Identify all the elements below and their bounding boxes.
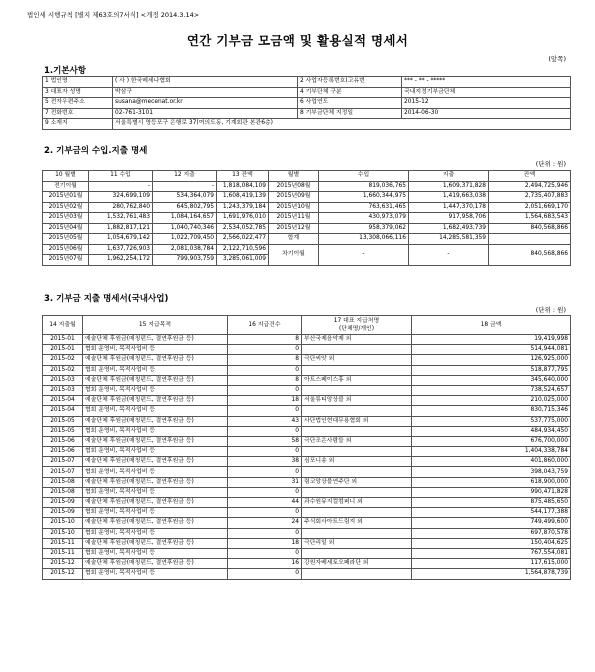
column-header: 10 월별 [43, 171, 89, 182]
purpose-cell: 협회 운영비, 목적사업비 등 [83, 528, 228, 538]
basic-info-table [42, 76, 571, 130]
purpose-cell: 예술단체 후원금(매칭펀드, 결연후원금 등) [83, 498, 228, 508]
count-cell: 18 [228, 396, 302, 406]
copy-note: (앞쪽) [548, 55, 566, 63]
expense-row [43, 426, 571, 436]
month-cell: 2015-12 [43, 569, 83, 579]
amount-cell: 518,877,795 [412, 365, 571, 375]
column-header: 16 지급건수 [228, 316, 302, 335]
count-cell: 8 [228, 375, 302, 385]
recipient-cell [302, 487, 412, 497]
basic-info-row [43, 108, 571, 119]
income-row [43, 202, 571, 213]
count-cell: 58 [228, 436, 302, 446]
recipient-cell [302, 406, 412, 416]
income-cell: - [89, 181, 153, 192]
amount-cell: 1,564,878,739 [412, 569, 571, 579]
count-cell: 44 [228, 498, 302, 508]
carry-balance: 840,568,866 [489, 244, 571, 265]
month-cell: 2015-12 [43, 559, 83, 569]
recipient-cell: 극단리일 외 [302, 538, 412, 548]
recipient-cell [302, 467, 412, 477]
purpose-cell: 예술단체 후원금(매칭펀드, 결연후원금 등) [83, 477, 228, 487]
field-value: 박삼구 [113, 87, 298, 98]
expense-cell: - [153, 181, 217, 192]
expense-row [43, 365, 571, 375]
field-label: 9 소재지 [43, 119, 113, 130]
expense-row [43, 528, 571, 538]
carry-expense: - [409, 244, 489, 265]
month-cell: 2015년01월 [43, 192, 89, 203]
balance-cell: 1,243,379,184 [217, 202, 269, 213]
amount-cell: 345,640,000 [412, 375, 571, 385]
column-header: 월별 [269, 171, 319, 182]
amount-cell: 514,944,081 [412, 345, 571, 355]
amount-cell: 767,554,081 [412, 548, 571, 558]
month-cell: 2015-10 [43, 518, 83, 528]
expense-cell: 1,419,663,038 [409, 192, 489, 203]
expense-cell: 917,958,706 [409, 213, 489, 224]
amount-cell: 676,700,000 [412, 436, 571, 446]
expense-row [43, 355, 571, 365]
expense-cell: 1,609,371,828 [409, 181, 489, 192]
recipient-cell: 극단조은사람들 외 [302, 436, 412, 446]
balance-cell: 2,494,725,946 [489, 181, 571, 192]
income-unit: (단위 : 원) [535, 160, 566, 168]
recipient-cell [302, 447, 412, 457]
field-label: 8 기부금단체 지정일 [298, 108, 402, 119]
field-value: susana@mecenat.or.kr [113, 98, 298, 109]
count-cell: 0 [228, 385, 302, 395]
expense-cell: 534,364,079 [153, 192, 217, 203]
purpose-cell: 예술단체 후원금(매칭펀드, 결연후원금 등) [83, 518, 228, 528]
purpose-cell: 예술단체 후원금(매칭펀드, 결연후원금 등) [83, 436, 228, 446]
count-cell: 0 [228, 447, 302, 457]
expense-cell: 799,903,759 [153, 255, 217, 266]
month-cell: 2015-02 [43, 355, 83, 365]
balance-cell: 2,122,710,596 [217, 244, 269, 255]
column-header: 18 금액 [412, 316, 571, 335]
page-title: 연간 기부금 모금액 및 활용실적 명세서 [186, 33, 409, 48]
recipient-cell: 심포니송 외 [302, 457, 412, 467]
income-cell: 324,699,109 [89, 192, 153, 203]
expense-row [43, 436, 571, 446]
count-cell: 0 [228, 365, 302, 375]
column-header: 17 대표 지급처명 (단체명/개인) [302, 316, 412, 335]
total-expense: 14,285,581,359 [409, 234, 489, 245]
income-expense-table [42, 170, 571, 266]
expense-row [43, 569, 571, 579]
recipient-cell: 강원자베세토오페라단 외 [302, 559, 412, 569]
income-row [43, 181, 571, 192]
purpose-cell: 예술단체 후원금(매칭펀드, 결연후원금 등) [83, 559, 228, 569]
expense-detail-table [42, 315, 571, 580]
column-header: 15 지급목적 [83, 316, 228, 335]
count-cell: 0 [228, 528, 302, 538]
count-cell: 43 [228, 416, 302, 426]
month-cell: 2015년11월 [269, 213, 319, 224]
count-cell: 0 [228, 548, 302, 558]
balance-cell: 1,818,084,109 [217, 181, 269, 192]
count-cell: 8 [228, 355, 302, 365]
expense-row [43, 335, 571, 345]
month-cell: 2015-01 [43, 345, 83, 355]
basic-info-row [43, 77, 571, 88]
purpose-cell: 협회 운영비, 목적사업비 등 [83, 406, 228, 416]
amount-cell: 1,404,338,784 [412, 447, 571, 457]
amount-cell: 749,499,600 [412, 518, 571, 528]
section-expense-title: 3. 기부금 지출 명세서(국내사업) [44, 294, 169, 304]
expense-cell: 1,447,370,178 [409, 202, 489, 213]
count-cell: 0 [228, 467, 302, 477]
count-cell: 0 [228, 345, 302, 355]
expense-row [43, 498, 571, 508]
column-header: 잔액 [489, 171, 571, 182]
expense-row [43, 396, 571, 406]
count-cell: 0 [228, 508, 302, 518]
section-income-title: 2. 기부금의 수입.지출 명세 [44, 146, 148, 156]
expense-row [43, 457, 571, 467]
field-value: 국내지정기부금단체 [402, 87, 571, 98]
month-cell: 2015-02 [43, 365, 83, 375]
expense-row [43, 375, 571, 385]
recipient-cell: 과수원뮤지컬컴퍼니 외 [302, 498, 412, 508]
count-cell: 24 [228, 518, 302, 528]
expense-row [43, 447, 571, 457]
field-label: 1 법인명 [43, 77, 113, 88]
purpose-cell: 협회 운영비, 목적사업비 등 [83, 447, 228, 457]
expense-header-row [43, 316, 571, 335]
month-cell: 2015년08월 [269, 181, 319, 192]
count-cell: 31 [228, 477, 302, 487]
carry-label: 차기이월 [269, 244, 319, 265]
month-cell: 2015-01 [43, 335, 83, 345]
income-cell: 1,962,254,172 [89, 255, 153, 266]
income-cell: 1,660,344,975 [319, 192, 409, 203]
count-cell: 38 [228, 457, 302, 467]
expense-cell: 1,040,740,346 [153, 223, 217, 234]
purpose-cell: 협회 운영비, 목적사업비 등 [83, 508, 228, 518]
amount-cell: 398,043,759 [412, 467, 571, 477]
recipient-cell: 주식회사아트드림지 외 [302, 518, 412, 528]
field-label: 5 전자우편주소 [43, 98, 113, 109]
amount-cell: 537,775,000 [412, 416, 571, 426]
recipient-cell [302, 508, 412, 518]
total-income: 13,308,066,116 [319, 234, 409, 245]
month-cell: 2015-09 [43, 498, 83, 508]
count-cell: 16 [228, 559, 302, 569]
expense-row [43, 467, 571, 477]
balance-cell: 2,566,022,477 [217, 234, 269, 245]
purpose-cell: 예술단체 후원금(매칭펀드, 결연후원금 등) [83, 355, 228, 365]
amount-cell: 990,471,828 [412, 487, 571, 497]
month-cell: 2015년09월 [269, 192, 319, 203]
purpose-cell: 협회 운영비, 목적사업비 등 [83, 385, 228, 395]
balance-cell: 2,735,407,883 [489, 192, 571, 203]
month-cell: 2015-08 [43, 477, 83, 487]
balance-cell: 2,534,052,785 [217, 223, 269, 234]
recipient-cell [302, 528, 412, 538]
count-cell: 18 [228, 538, 302, 548]
income-cell: 430,973,079 [319, 213, 409, 224]
field-value: 2014-06-30 [402, 108, 571, 119]
amount-cell: 738,524,657 [412, 385, 571, 395]
column-header: 13 잔액 [217, 171, 269, 182]
field-value: 2015-12 [402, 98, 571, 109]
income-cell: 1,637,726,903 [89, 244, 153, 255]
purpose-cell: 협회 운영비, 목적사업비 등 [83, 548, 228, 558]
count-cell: 8 [228, 335, 302, 345]
field-value: *** - ** - ***** [402, 77, 571, 88]
total-label: 합계 [269, 234, 319, 245]
basic-info-row [43, 98, 571, 109]
amount-cell: 484,934,450 [412, 426, 571, 436]
month-cell: 전기이월 [43, 181, 89, 192]
purpose-cell: 예술단체 후원금(매칭펀드, 결연후원금 등) [83, 457, 228, 467]
balance-cell: 1,691,976,010 [217, 213, 269, 224]
month-cell: 2015년12월 [269, 223, 319, 234]
purpose-cell: 예술단체 후원금(매칭펀드, 결연후원금 등) [83, 396, 228, 406]
income-header-row [43, 171, 571, 182]
month-cell: 2015년03월 [43, 213, 89, 224]
month-cell: 2015-07 [43, 467, 83, 477]
month-cell: 2015-10 [43, 528, 83, 538]
field-value: 서울특별시 영등포구 은행로 37(여의도동, 기계회관 본관6층) [113, 119, 571, 130]
expense-cell: 1,682,493,739 [409, 223, 489, 234]
amount-cell: 19,419,998 [412, 335, 571, 345]
month-cell: 2015년02월 [43, 202, 89, 213]
expense-row [43, 416, 571, 426]
recipient-cell: 사단법인현대무용협회 외 [302, 416, 412, 426]
income-row [43, 234, 571, 245]
field-label: 2 사업자등록번호(고유번 [298, 77, 402, 88]
income-row [43, 213, 571, 224]
expense-row [43, 559, 571, 569]
income-row [43, 192, 571, 203]
purpose-cell: 예술단체 후원금(매칭펀드, 결연후원금 등) [83, 335, 228, 345]
expense-row [43, 487, 571, 497]
expense-cell: 2,081,038,784 [153, 244, 217, 255]
recipient-cell: 부산국제음악제 외 [302, 335, 412, 345]
amount-cell: 117,615,000 [412, 559, 571, 569]
amount-cell: 401,860,000 [412, 457, 571, 467]
month-cell: 2015년06월 [43, 244, 89, 255]
recipient-cell [302, 385, 412, 395]
month-cell: 2015-03 [43, 385, 83, 395]
amount-cell: 150,404,625 [412, 538, 571, 548]
column-header: 수입 [319, 171, 409, 182]
income-cell: 1,054,679,142 [89, 234, 153, 245]
field-label: 4 기부단체 구분 [298, 87, 402, 98]
balance-cell: 3,285,061,009 [217, 255, 269, 266]
income-cell: 819,036,765 [319, 181, 409, 192]
balance-cell: 840,568,866 [489, 223, 571, 234]
month-cell: 2015-04 [43, 396, 83, 406]
amount-cell: 544,177,388 [412, 508, 571, 518]
month-cell: 2015-11 [43, 538, 83, 548]
count-cell: 0 [228, 406, 302, 416]
income-row [43, 244, 571, 255]
recipient-cell: 아트스페이스휴 외 [302, 375, 412, 385]
carry-income: - [319, 244, 409, 265]
amount-cell: 830,715,346 [412, 406, 571, 416]
amount-cell: 126,925,000 [412, 355, 571, 365]
recipient-cell: 림코앙상블연주단 외 [302, 477, 412, 487]
expense-row [43, 548, 571, 558]
balance-cell: 1,564,683,543 [489, 213, 571, 224]
basic-info-row [43, 87, 571, 98]
expense-row [43, 477, 571, 487]
field-label: 7 전화번호 [43, 108, 113, 119]
month-cell: 2015-07 [43, 457, 83, 467]
balance-cell: 1,608,419,139 [217, 192, 269, 203]
purpose-cell: 협회 운영비, 목적사업비 등 [83, 365, 228, 375]
income-cell: 1,532,761,483 [89, 213, 153, 224]
month-cell: 2015년10월 [269, 202, 319, 213]
month-cell: 2015-06 [43, 436, 83, 446]
income-row [43, 223, 571, 234]
recipient-cell [302, 426, 412, 436]
income-cell: 958,379,062 [319, 223, 409, 234]
recipient-cell [302, 569, 412, 579]
expense-row [43, 518, 571, 528]
month-cell: 2015년04월 [43, 223, 89, 234]
purpose-cell: 협회 운영비, 목적사업비 등 [83, 467, 228, 477]
recipient-cell [302, 548, 412, 558]
recipient-cell [302, 365, 412, 375]
field-value: ( 사 ) 한국메세나협회 [113, 77, 298, 88]
amount-cell: 210,025,000 [412, 396, 571, 406]
expense-cell: 645,802,795 [153, 202, 217, 213]
recipient-cell [302, 345, 412, 355]
month-cell: 2015-08 [43, 487, 83, 497]
basic-info-row [43, 119, 571, 130]
amount-cell: 618,900,000 [412, 477, 571, 487]
month-cell: 2015-03 [43, 375, 83, 385]
expense-row [43, 345, 571, 355]
column-header: 14 지출월 [43, 316, 83, 335]
expense-cell: 1,022,709,450 [153, 234, 217, 245]
purpose-cell: 협회 운영비, 목적사업비 등 [83, 345, 228, 355]
field-label: 3 대표자 성명 [43, 87, 113, 98]
column-header: 지출 [409, 171, 489, 182]
purpose-cell: 예술단체 후원금(매칭펀드, 결연후원금 등) [83, 538, 228, 548]
month-cell: 2015-04 [43, 406, 83, 416]
income-cell: 280,762,840 [89, 202, 153, 213]
expense-row [43, 508, 571, 518]
month-cell: 2015-05 [43, 426, 83, 436]
expense-cell: 1,084,164,657 [153, 213, 217, 224]
recipient-cell: 극단씨앗 외 [302, 355, 412, 365]
column-header: 12 지출 [153, 171, 217, 182]
amount-cell: 697,870,578 [412, 528, 571, 538]
month-cell: 2015년05월 [43, 234, 89, 245]
expense-unit: (단위 : 원) [535, 306, 566, 314]
purpose-cell: 협회 운영비, 목적사업비 등 [83, 426, 228, 436]
purpose-cell: 예술단체 후원금(매칭펀드, 결연후원금 등) [83, 416, 228, 426]
month-cell: 2015-06 [43, 447, 83, 457]
purpose-cell: 예술단체 후원금(매칭펀드, 결연후원금 등) [83, 375, 228, 385]
field-label: 6 사업연도 [298, 98, 402, 109]
income-cell: 763,631,465 [319, 202, 409, 213]
income-cell: 1,882,817,121 [89, 223, 153, 234]
expense-row [43, 406, 571, 416]
purpose-cell: 협회 운영비, 목적사업비 등 [83, 487, 228, 497]
expense-row [43, 538, 571, 548]
balance-cell: 2,051,669,170 [489, 202, 571, 213]
month-cell: 2015년07월 [43, 255, 89, 266]
month-cell: 2015-11 [43, 548, 83, 558]
count-cell: 0 [228, 426, 302, 436]
expense-row [43, 385, 571, 395]
purpose-cell: 협회 운영비, 목적사업비 등 [83, 569, 228, 579]
column-header: 11 수입 [89, 171, 153, 182]
total-balance [489, 234, 571, 245]
section-basic-title: 1.기본사항 [44, 66, 86, 76]
month-cell: 2015-09 [43, 508, 83, 518]
count-cell: 0 [228, 569, 302, 579]
amount-cell: 875,485,650 [412, 498, 571, 508]
recipient-cell: 서울튜티앙상블 외 [302, 396, 412, 406]
law-reference: 법인세 시행규칙 [별지 제63호의7서식] <개정 2014.3.14> [27, 11, 200, 19]
month-cell: 2015-05 [43, 416, 83, 426]
count-cell: 0 [228, 487, 302, 497]
field-value: 02-761-3101 [113, 108, 298, 119]
